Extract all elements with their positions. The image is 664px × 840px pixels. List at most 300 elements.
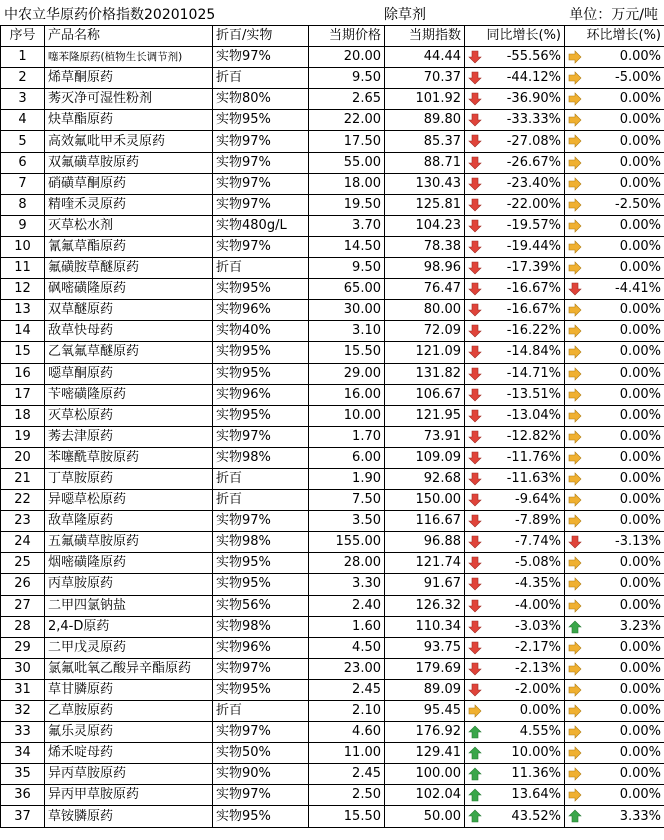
yoy-change — [465, 553, 565, 574]
mom-change — [565, 194, 664, 215]
yoy-value: -5.08% — [515, 555, 561, 571]
yoy-value: -13.04% — [506, 407, 561, 423]
mom-value: 0.00% — [619, 492, 661, 508]
arrow-right-icon — [568, 788, 582, 802]
current-index: 78.38 — [385, 236, 465, 257]
title-row — [0, 0, 664, 25]
yoy-change — [465, 468, 565, 489]
current-index: 85.37 — [385, 131, 465, 152]
product-name: 二甲四氯钠盐 — [45, 595, 213, 616]
mom-change — [565, 658, 664, 679]
table-row — [1, 447, 664, 468]
yoy-value: -12.82% — [506, 428, 561, 444]
arrow-right-icon — [568, 430, 582, 444]
current-price: 9.50 — [309, 258, 385, 279]
row-index: 17 — [1, 384, 45, 405]
mom-change — [565, 300, 664, 321]
table-row — [1, 511, 664, 532]
product-name: 莠灭净可湿性粉剂 — [45, 89, 213, 110]
arrow-down-icon — [468, 430, 482, 444]
row-index: 25 — [1, 553, 45, 574]
mom-change — [565, 363, 664, 384]
current-index: 121.74 — [385, 553, 465, 574]
current-price: 1.90 — [309, 468, 385, 489]
yoy-change — [465, 405, 565, 426]
yoy-change — [465, 89, 565, 110]
product-name: 氟磺胺草醚原药 — [45, 258, 213, 279]
table-row — [1, 194, 664, 215]
current-price: 3.10 — [309, 321, 385, 342]
product-name: 乙氧氟草醚原药 — [45, 342, 213, 363]
mom-value: 0.00% — [619, 787, 661, 803]
current-index: 92.68 — [385, 468, 465, 489]
unit-basis: 实物96% — [213, 384, 309, 405]
yoy-value: -7.74% — [515, 534, 561, 550]
mom-change — [565, 595, 664, 616]
yoy-value: -44.12% — [506, 70, 561, 86]
mom-change — [565, 236, 664, 257]
yoy-value: -19.57% — [506, 217, 561, 233]
row-index: 22 — [1, 490, 45, 511]
product-name: 五氟磺草胺原药 — [45, 532, 213, 553]
arrow-right-icon — [568, 113, 582, 127]
table-row — [1, 215, 664, 236]
arrow-down-icon — [468, 92, 482, 106]
table-row — [1, 258, 664, 279]
row-index: 10 — [1, 236, 45, 257]
current-index: 100.00 — [385, 764, 465, 785]
arrow-right-icon — [568, 303, 582, 317]
table-row — [1, 426, 664, 447]
current-index: 96.88 — [385, 532, 465, 553]
yoy-change — [465, 363, 565, 384]
table-row — [1, 173, 664, 194]
mom-change — [565, 342, 664, 363]
current-price: 10.00 — [309, 405, 385, 426]
product-name: 草铵膦原药 — [45, 806, 213, 827]
col-header-yoy: 同比增长(%) — [465, 26, 565, 47]
mom-change — [565, 47, 664, 68]
header-row — [1, 26, 664, 47]
table-row — [1, 468, 664, 489]
current-index: 102.04 — [385, 785, 465, 806]
table-row — [1, 47, 664, 68]
product-name: 炔草酯原药 — [45, 110, 213, 131]
category-label: 除草剂 — [384, 7, 426, 23]
table-row — [1, 321, 664, 342]
mom-change — [565, 89, 664, 110]
unit-basis: 实物80% — [213, 89, 309, 110]
table-row — [1, 743, 664, 764]
col-header-index: 当期指数 — [385, 26, 465, 47]
mom-change — [565, 173, 664, 194]
mom-value: 0.00% — [619, 154, 661, 170]
arrow-down-icon — [468, 493, 482, 507]
yoy-value: -36.90% — [506, 91, 561, 107]
mom-value: 3.23% — [619, 618, 661, 634]
arrow-down-icon — [468, 113, 482, 127]
product-name: 氰氟草酯原药 — [45, 236, 213, 257]
mom-change — [565, 321, 664, 342]
yoy-change — [465, 236, 565, 257]
unit-basis: 实物98% — [213, 616, 309, 637]
arrow-right-icon — [568, 324, 582, 338]
table-row — [1, 363, 664, 384]
row-index: 12 — [1, 279, 45, 300]
unit-basis: 实物98% — [213, 532, 309, 553]
unit-basis: 实物97% — [213, 173, 309, 194]
row-index: 9 — [1, 215, 45, 236]
yoy-value: 43.52% — [511, 808, 561, 824]
product-name: 烟嘧磺隆原药 — [45, 553, 213, 574]
yoy-value: -55.56% — [506, 49, 561, 65]
yoy-value: -13.51% — [506, 386, 561, 402]
unit-basis: 实物95% — [213, 279, 309, 300]
current-price: 1.70 — [309, 426, 385, 447]
current-price: 3.70 — [309, 215, 385, 236]
unit-basis: 实物97% — [213, 722, 309, 743]
yoy-change — [465, 806, 565, 827]
unit-basis: 实物97% — [213, 511, 309, 532]
arrow-right-icon — [568, 662, 582, 676]
mom-value: -2.50% — [615, 196, 661, 212]
mom-value: 0.00% — [619, 576, 661, 592]
arrow-down-icon — [468, 556, 482, 570]
unit-basis: 实物40% — [213, 321, 309, 342]
current-index: 80.00 — [385, 300, 465, 321]
arrow-right-icon — [568, 134, 582, 148]
mom-change — [565, 511, 664, 532]
current-index: 116.67 — [385, 511, 465, 532]
current-price: 15.50 — [309, 806, 385, 827]
product-name: 草甘膦原药 — [45, 679, 213, 700]
current-price: 16.00 — [309, 384, 385, 405]
yoy-value: -33.33% — [506, 112, 561, 128]
row-index: 37 — [1, 806, 45, 827]
arrow-right-icon — [568, 156, 582, 170]
current-price: 19.50 — [309, 194, 385, 215]
yoy-value: -2.00% — [515, 681, 561, 697]
current-index: 93.75 — [385, 637, 465, 658]
current-price: 2.45 — [309, 764, 385, 785]
yoy-change — [465, 637, 565, 658]
product-name: 高效氟吡甲禾灵原药 — [45, 131, 213, 152]
arrow-down-icon — [468, 641, 482, 655]
arrow-up-icon — [468, 788, 482, 802]
unit-basis: 实物95% — [213, 553, 309, 574]
arrow-down-icon — [468, 219, 482, 233]
product-name: 氯氟吡氧乙酸异辛酯原药 — [45, 658, 213, 679]
table-row — [1, 553, 664, 574]
mom-change — [565, 764, 664, 785]
yoy-change — [465, 279, 565, 300]
mom-value: 0.00% — [619, 217, 661, 233]
current-price: 22.00 — [309, 110, 385, 131]
product-name: 双氟磺草胺原药 — [45, 152, 213, 173]
arrow-right-icon — [568, 240, 582, 254]
yoy-change — [465, 785, 565, 806]
table-row — [1, 574, 664, 595]
yoy-change — [465, 447, 565, 468]
yoy-value: -9.64% — [515, 492, 561, 508]
current-price: 4.50 — [309, 637, 385, 658]
arrow-right-icon — [568, 388, 582, 402]
mom-change — [565, 806, 664, 827]
yoy-change — [465, 511, 565, 532]
unit-basis: 实物95% — [213, 363, 309, 384]
current-index: 73.91 — [385, 426, 465, 447]
current-index: 91.67 — [385, 574, 465, 595]
product-name: 敌草快母药 — [45, 321, 213, 342]
yoy-value: 4.55% — [519, 724, 561, 740]
product-name: 噁草酮原药 — [45, 363, 213, 384]
mom-value: 0.00% — [619, 660, 661, 676]
arrow-right-icon — [568, 746, 582, 760]
row-index: 2 — [1, 68, 45, 89]
yoy-change — [465, 110, 565, 131]
unit-basis: 实物97% — [213, 785, 309, 806]
arrow-down-icon — [468, 472, 482, 486]
mom-value: 0.00% — [619, 724, 661, 740]
table-row — [1, 701, 664, 722]
row-index: 7 — [1, 173, 45, 194]
yoy-change — [465, 300, 565, 321]
mom-change — [565, 553, 664, 574]
product-name: 二甲戊灵原药 — [45, 637, 213, 658]
arrow-right-icon — [568, 71, 582, 85]
table-row — [1, 658, 664, 679]
current-index: 44.44 — [385, 47, 465, 68]
current-price: 4.60 — [309, 722, 385, 743]
row-index: 23 — [1, 511, 45, 532]
mom-change — [565, 532, 664, 553]
unit-basis: 实物95% — [213, 110, 309, 131]
unit-basis: 实物97% — [213, 236, 309, 257]
arrow-down-icon — [468, 71, 482, 85]
current-index: 129.41 — [385, 743, 465, 764]
arrow-right-icon — [568, 472, 582, 486]
row-index: 29 — [1, 637, 45, 658]
mom-change — [565, 701, 664, 722]
mom-value: 0.00% — [619, 471, 661, 487]
arrow-down-icon — [468, 156, 482, 170]
table-row — [1, 300, 664, 321]
unit-basis: 实物97% — [213, 194, 309, 215]
mom-value: 0.00% — [619, 91, 661, 107]
yoy-value: -4.35% — [515, 576, 561, 592]
table-row — [1, 89, 664, 110]
row-index: 30 — [1, 658, 45, 679]
row-index: 27 — [1, 595, 45, 616]
mom-value: 0.00% — [619, 703, 661, 719]
arrow-up-icon — [468, 725, 482, 739]
mom-change — [565, 679, 664, 700]
mom-value: 0.00% — [619, 175, 661, 191]
arrow-right-icon — [568, 409, 582, 423]
current-price: 3.50 — [309, 511, 385, 532]
unit-basis: 实物96% — [213, 300, 309, 321]
product-name: 噻苯隆原药(植物生长调节剂) — [45, 47, 213, 68]
yoy-value: 10.00% — [511, 745, 561, 761]
current-index: 88.71 — [385, 152, 465, 173]
product-name: 莠去津原药 — [45, 426, 213, 447]
table-row — [1, 384, 664, 405]
product-name: 灭草松水剂 — [45, 215, 213, 236]
yoy-change — [465, 258, 565, 279]
unit-basis: 折百 — [213, 468, 309, 489]
current-price: 65.00 — [309, 279, 385, 300]
yoy-value: -14.84% — [506, 344, 561, 360]
unit-label: 单位：万元/吨 — [569, 7, 658, 23]
mom-value: 0.00% — [619, 745, 661, 761]
mom-value: 0.00% — [619, 428, 661, 444]
row-index: 34 — [1, 743, 45, 764]
row-index: 6 — [1, 152, 45, 173]
mom-value: 0.00% — [619, 449, 661, 465]
mom-change — [565, 152, 664, 173]
current-price: 3.30 — [309, 574, 385, 595]
mom-value: -5.00% — [615, 70, 661, 86]
current-price: 9.50 — [309, 68, 385, 89]
mom-value: 0.00% — [619, 513, 661, 529]
yoy-value: -4.00% — [515, 597, 561, 613]
arrow-down-icon — [468, 261, 482, 275]
yoy-change — [465, 532, 565, 553]
mom-change — [565, 131, 664, 152]
arrow-down-icon — [468, 303, 482, 317]
yoy-value: -19.44% — [506, 238, 561, 254]
arrow-right-icon — [568, 577, 582, 591]
arrow-up-icon — [568, 620, 582, 634]
current-index: 109.09 — [385, 447, 465, 468]
product-name: 苯噻酰草胺原药 — [45, 447, 213, 468]
mom-value: 0.00% — [619, 260, 661, 276]
current-index: 98.96 — [385, 258, 465, 279]
table-row — [1, 722, 664, 743]
yoy-change — [465, 68, 565, 89]
yoy-change — [465, 743, 565, 764]
row-index: 15 — [1, 342, 45, 363]
unit-basis: 实物95% — [213, 405, 309, 426]
yoy-value: -16.67% — [506, 302, 561, 318]
yoy-value: 13.64% — [511, 787, 561, 803]
arrow-right-icon — [468, 704, 482, 718]
product-name: 烯禾啶母药 — [45, 743, 213, 764]
yoy-change — [465, 342, 565, 363]
mom-change — [565, 447, 664, 468]
product-name: 丁草胺原药 — [45, 468, 213, 489]
row-index: 24 — [1, 532, 45, 553]
current-index: 179.69 — [385, 658, 465, 679]
row-index: 4 — [1, 110, 45, 131]
table-row — [1, 595, 664, 616]
yoy-change — [465, 764, 565, 785]
mom-value: -3.13% — [615, 534, 661, 550]
arrow-right-icon — [568, 514, 582, 528]
yoy-value: -23.40% — [506, 175, 561, 191]
yoy-change — [465, 131, 565, 152]
product-name: 精喹禾灵原药 — [45, 194, 213, 215]
mom-value: 0.00% — [619, 681, 661, 697]
yoy-change — [465, 701, 565, 722]
unit-basis: 折百 — [213, 490, 309, 511]
yoy-change — [465, 574, 565, 595]
unit-basis: 实物97% — [213, 152, 309, 173]
current-index: 130.43 — [385, 173, 465, 194]
mom-change — [565, 384, 664, 405]
current-index: 131.82 — [385, 363, 465, 384]
arrow-right-icon — [568, 683, 582, 697]
current-price: 29.00 — [309, 363, 385, 384]
arrow-down-icon — [468, 240, 482, 254]
arrow-down-icon — [468, 620, 482, 634]
current-index: 95.45 — [385, 701, 465, 722]
mom-value: 3.33% — [619, 808, 661, 824]
current-index: 126.32 — [385, 595, 465, 616]
mom-value: -4.41% — [615, 281, 661, 297]
unit-basis: 折百 — [213, 701, 309, 722]
yoy-value: -22.00% — [506, 196, 561, 212]
yoy-value: 11.36% — [511, 766, 561, 782]
yoy-value: -2.17% — [515, 639, 561, 655]
arrow-up-icon — [468, 746, 482, 760]
mom-change — [565, 490, 664, 511]
mom-change — [565, 405, 664, 426]
unit-basis: 实物95% — [213, 806, 309, 827]
current-price: 7.50 — [309, 490, 385, 511]
unit-basis: 实物95% — [213, 342, 309, 363]
product-name: 2,4-D原药 — [45, 616, 213, 637]
yoy-change — [465, 384, 565, 405]
row-index: 35 — [1, 764, 45, 785]
product-name: 苄嘧磺隆原药 — [45, 384, 213, 405]
yoy-change — [465, 658, 565, 679]
col-header-price: 当期价格 — [309, 26, 385, 47]
unit-basis: 实物97% — [213, 426, 309, 447]
current-price: 11.00 — [309, 743, 385, 764]
table-row — [1, 110, 664, 131]
yoy-change — [465, 426, 565, 447]
arrow-down-icon — [468, 451, 482, 465]
arrow-right-icon — [568, 704, 582, 718]
table-body — [1, 47, 664, 827]
mom-change — [565, 743, 664, 764]
col-header-mom: 环比增长(%) — [565, 26, 664, 47]
product-name: 丙草胺原药 — [45, 574, 213, 595]
current-index: 72.09 — [385, 321, 465, 342]
row-index: 5 — [1, 131, 45, 152]
yoy-value: -7.89% — [515, 513, 561, 529]
current-price: 2.65 — [309, 89, 385, 110]
product-name: 双草醚原药 — [45, 300, 213, 321]
arrow-down-icon — [468, 388, 482, 402]
arrow-down-icon — [568, 282, 582, 296]
current-index: 110.34 — [385, 616, 465, 637]
mom-value: 0.00% — [619, 49, 661, 65]
current-index: 89.09 — [385, 679, 465, 700]
product-name: 灭草松原药 — [45, 405, 213, 426]
product-name: 乙草胺原药 — [45, 701, 213, 722]
unit-basis: 实物56% — [213, 595, 309, 616]
mom-value: 0.00% — [619, 766, 661, 782]
table-row — [1, 236, 664, 257]
col-header-idx: 序号 — [1, 26, 45, 47]
arrow-down-icon — [468, 282, 482, 296]
yoy-change — [465, 194, 565, 215]
table-row — [1, 616, 664, 637]
row-index: 18 — [1, 405, 45, 426]
mom-change — [565, 468, 664, 489]
